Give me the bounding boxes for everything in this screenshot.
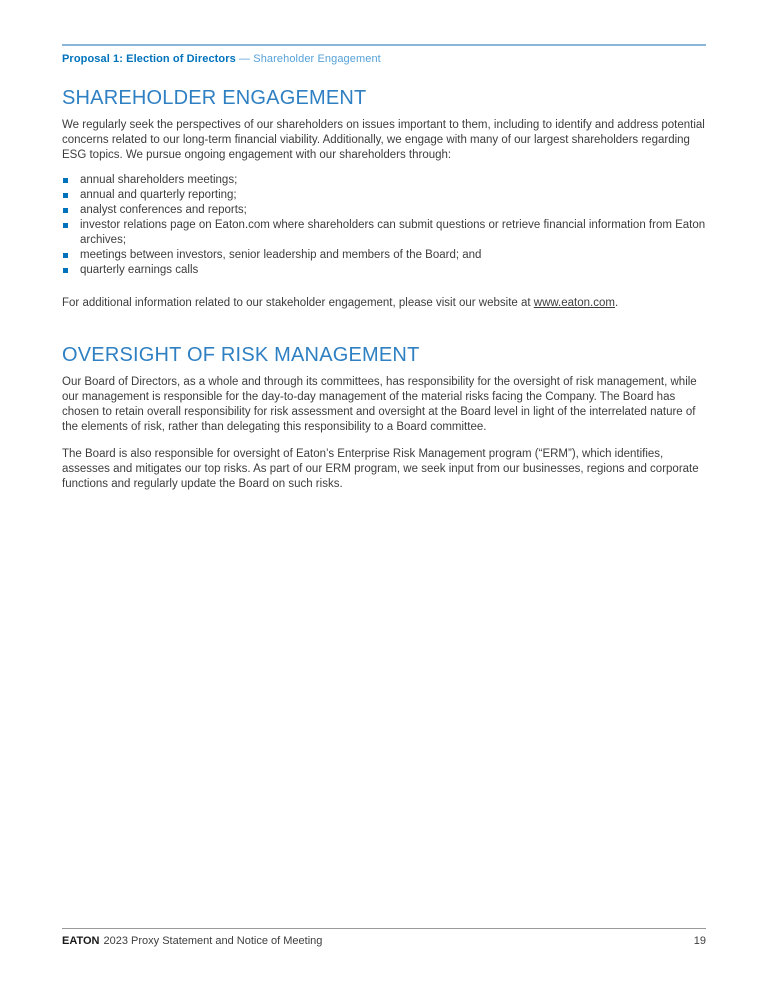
footer-brand: EATON bbox=[62, 935, 100, 947]
list-item-text: quarterly earnings calls bbox=[80, 264, 199, 276]
page-footer bbox=[62, 928, 706, 948]
eaton-website-link[interactable]: www.eaton.com bbox=[533, 297, 615, 309]
list-item bbox=[62, 173, 706, 188]
bullet-square-icon bbox=[63, 178, 68, 183]
list-item bbox=[62, 218, 706, 248]
heading-oversight-risk-management: OVERSIGHT OF RISK MANAGEMENT bbox=[62, 344, 420, 366]
heading-shareholder-engagement: SHAREHOLDER ENGAGEMENT bbox=[62, 87, 367, 109]
bullet-square-icon bbox=[63, 223, 68, 228]
list-item-text: analyst conferences and reports; bbox=[80, 204, 247, 216]
list-item-text: meetings between investors, senior leadership and members of the Board; and bbox=[80, 249, 482, 261]
stakeholder-engagement-outro bbox=[62, 296, 706, 311]
page-number: 19 bbox=[693, 935, 706, 947]
risk-management-para-2: The Board is also responsible for oversight of Eaton’s Enterprise Risk Management program (“ERM”), which identifies, assesses and mitigates our top risks. As part of our ERM program, we seek input from our businesses, regions and corporate functions and regularly update the Board on such risks. bbox=[62, 448, 699, 490]
list-item bbox=[62, 248, 706, 263]
header-rule bbox=[62, 44, 706, 46]
list-item-text: annual shareholders meetings; bbox=[80, 174, 238, 186]
bullet-square-icon bbox=[63, 268, 68, 273]
breadcrumb-separator: — bbox=[239, 53, 251, 65]
outro-text-before: For additional information related to our stakeholder engagement, please visit our website at bbox=[62, 297, 534, 309]
list-item bbox=[62, 263, 706, 278]
list-item-text: investor relations page on Eaton.com where shareholders can submit questions or retrieve financial information from Eaton archives; bbox=[80, 219, 706, 246]
bullet-square-icon bbox=[63, 193, 68, 198]
footer-left bbox=[62, 935, 322, 948]
breadcrumb bbox=[62, 53, 706, 66]
bullet-square-icon bbox=[63, 208, 68, 213]
risk-management-para-1: Our Board of Directors, as a whole and through its committees, has responsibility for the oversight of risk management, while our management is responsible for the day-to-day management of the material risks facing the Company. The Board has chosen to retain overall responsibility for risk assessment and oversight at the Board level in light of the interrelated nature of the elements of risk, rather than delegating this responsibility to a Board committee. bbox=[62, 376, 697, 433]
footer-document-title: 2023 Proxy Statement and Notice of Meeting bbox=[103, 935, 323, 947]
breadcrumb-proposal-label: Proposal 1: Election of Directors bbox=[62, 53, 236, 65]
list-item-text: annual and quarterly reporting; bbox=[80, 189, 237, 201]
shareholder-engagement-intro: We regularly seek the perspectives of our shareholders on issues important to them, including to identify and address potential concerns related to our long-term financial viability. Additionally, we engage with many of our largest shareholders regarding ESG topics. We pursue ongoing engagement with our shareholders through: bbox=[62, 119, 705, 161]
page-content bbox=[0, 0, 768, 492]
bullet-square-icon bbox=[63, 253, 68, 258]
breadcrumb-section-label: Shareholder Engagement bbox=[253, 53, 381, 65]
engagement-channels-list bbox=[62, 173, 706, 278]
list-item bbox=[62, 203, 706, 218]
list-item bbox=[62, 188, 706, 203]
outro-text-after: . bbox=[614, 297, 619, 309]
